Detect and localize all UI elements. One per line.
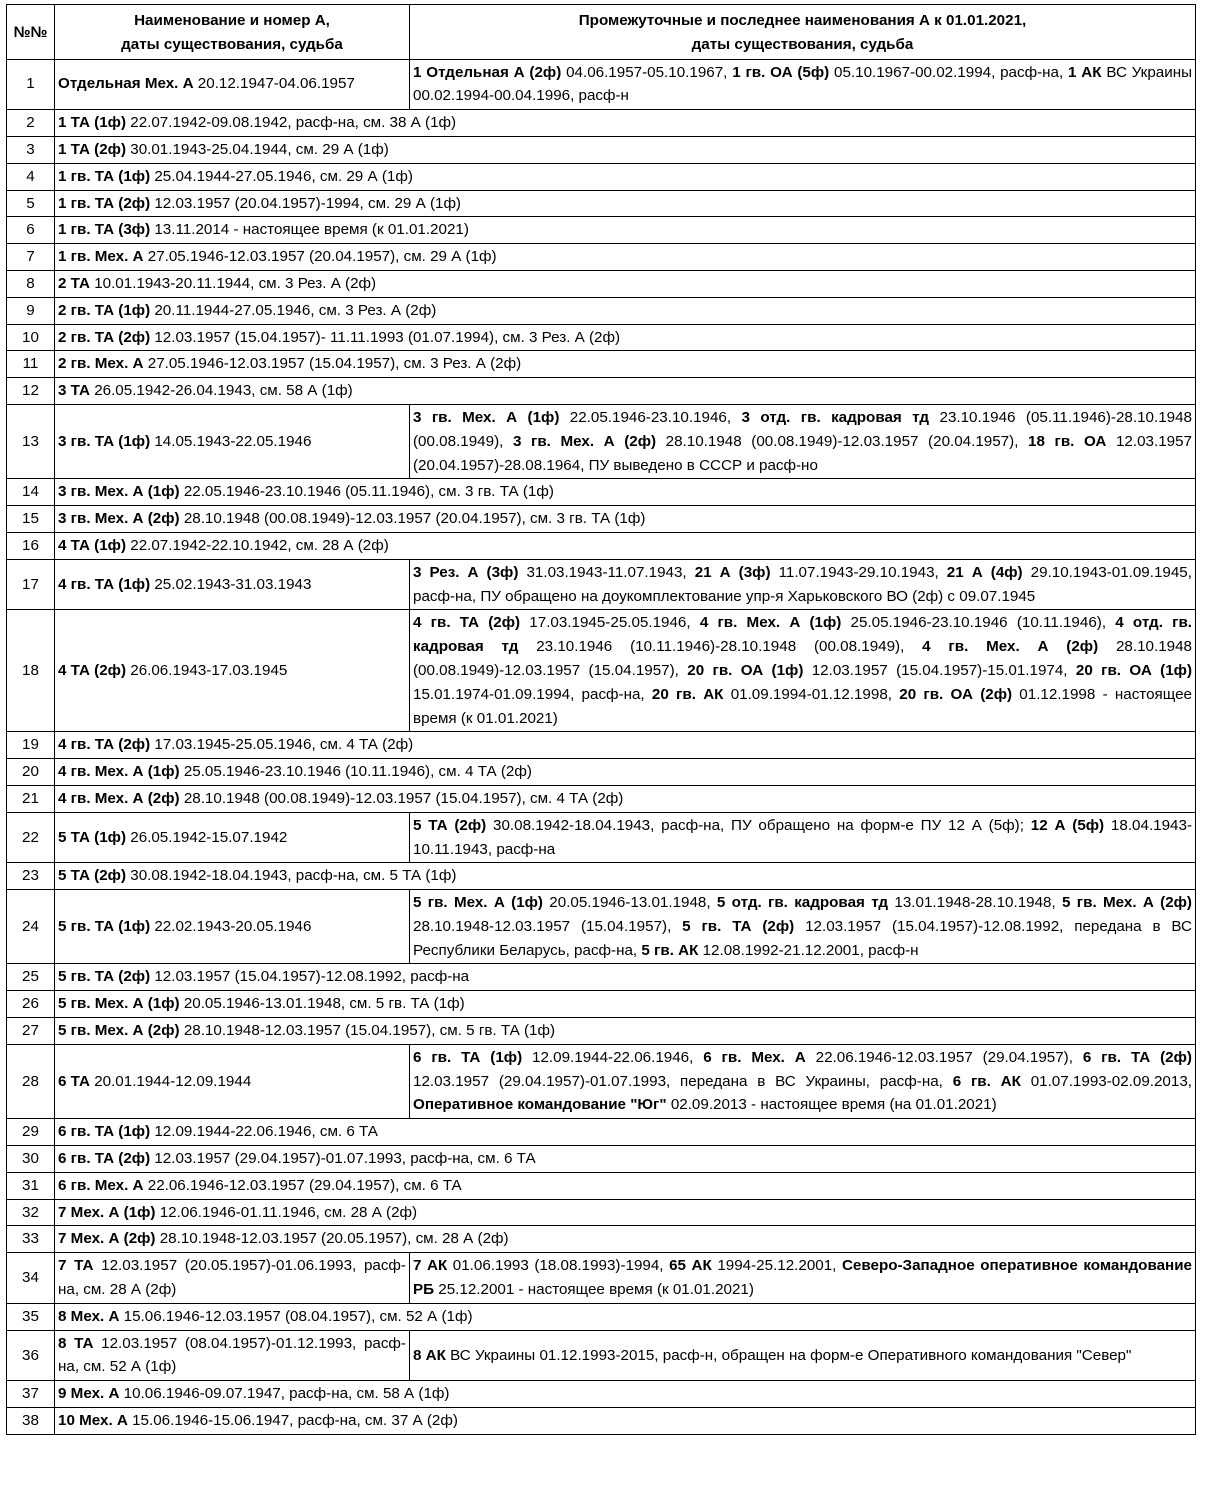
unit-details: 02.09.2013 - настоящее время (на 01.01.2021) bbox=[666, 1096, 997, 1114]
header-number: №№ bbox=[7, 5, 55, 60]
row-fate bbox=[410, 404, 1196, 478]
unit-name: 4 гв. Мех. А (1ф) bbox=[699, 614, 842, 632]
row-number: 11 bbox=[7, 351, 55, 378]
row-entry bbox=[55, 217, 1196, 244]
unit-name: 21 А (4ф) bbox=[946, 563, 1023, 581]
row-number: 18 bbox=[7, 610, 55, 732]
unit-name: Северо-Западное оперативное командование РБ bbox=[413, 1257, 1192, 1299]
row-name bbox=[55, 59, 410, 110]
table-row bbox=[7, 297, 1196, 324]
table-row bbox=[7, 1199, 1196, 1226]
row-number: 23 bbox=[7, 863, 55, 890]
row-number: 13 bbox=[7, 404, 55, 478]
row-entry bbox=[55, 163, 1196, 190]
unit-name: 4 гв. ТА (2ф) bbox=[58, 736, 151, 754]
header-fate-line2: даты существования, судьба bbox=[691, 35, 914, 53]
row-entry bbox=[55, 479, 1196, 506]
table-row bbox=[7, 785, 1196, 812]
row-entry bbox=[55, 785, 1196, 812]
unit-name: 5 гв. Мех. А (2ф) bbox=[1062, 894, 1192, 912]
unit-details: 12.03.1957 (29.04.1957)-01.07.1993, расф-на, см. 6 ТА bbox=[150, 1150, 536, 1168]
header-name-line2: даты существования, судьба bbox=[121, 35, 343, 53]
table-row bbox=[7, 378, 1196, 405]
row-fate bbox=[410, 559, 1196, 610]
unit-details: 13.11.2014 - настоящее время (к 01.01.2021) bbox=[150, 221, 469, 239]
table-row bbox=[7, 479, 1196, 506]
row-number: 10 bbox=[7, 324, 55, 351]
unit-details: 20.05.1946-13.01.1948, см. 5 гв. ТА (1ф) bbox=[179, 995, 465, 1013]
unit-details: 12.08.1992-21.12.2001, расф-н bbox=[698, 941, 919, 959]
unit-details: 18.04.1943-10.11.1943, расф-на bbox=[413, 816, 1193, 858]
unit-details: 23.10.1946 (05.11.1946)-28.10.1948 (00.08.1949), bbox=[413, 408, 1192, 450]
unit-name: 5 ТА (2ф) bbox=[58, 867, 127, 885]
unit-name: 6 гв. Мех. А bbox=[58, 1176, 144, 1194]
row-number: 35 bbox=[7, 1303, 55, 1330]
row-number: 9 bbox=[7, 297, 55, 324]
unit-details: 25.05.1946-23.10.1946 (10.11.1946), см. 4 ТА (2ф) bbox=[179, 763, 532, 781]
row-entry bbox=[55, 532, 1196, 559]
unit-details: 15.06.1946-15.06.1947, расф-на, см. 37 А (2ф) bbox=[127, 1412, 458, 1430]
unit-name: 4 ТА (1ф) bbox=[58, 536, 127, 554]
table-row bbox=[7, 1303, 1196, 1330]
armies-table bbox=[6, 4, 1196, 1435]
unit-name: 5 гв. Мех. А (2ф) bbox=[58, 1022, 180, 1040]
unit-details: 15.06.1946-12.03.1957 (08.04.1957), см. 52 А (1ф) bbox=[119, 1307, 473, 1325]
row-name bbox=[55, 1044, 410, 1118]
row-entry bbox=[55, 991, 1196, 1018]
row-number: 16 bbox=[7, 532, 55, 559]
table-row bbox=[7, 890, 1196, 964]
unit-name: 3 гв. Мех. А (1ф) bbox=[413, 408, 560, 426]
unit-details: 22.05.1946-23.10.1946, bbox=[559, 408, 742, 426]
unit-name: 10 Мех. А bbox=[58, 1412, 128, 1430]
unit-details: 26.06.1943-17.03.1945 bbox=[126, 661, 288, 679]
header-row bbox=[7, 5, 1196, 60]
table-row bbox=[7, 759, 1196, 786]
unit-name: 6 гв. ТА (2ф) bbox=[1082, 1048, 1192, 1066]
unit-name: 5 ТА (2ф) bbox=[413, 816, 487, 834]
row-entry bbox=[55, 1018, 1196, 1045]
unit-name: 2 гв. ТА (2ф) bbox=[58, 328, 151, 346]
unit-name: 1 ТА (1ф) bbox=[58, 114, 127, 132]
row-number: 29 bbox=[7, 1119, 55, 1146]
unit-details: 10.06.1946-09.07.1947, расф-на, см. 58 А (1ф) bbox=[119, 1385, 450, 1403]
row-entry bbox=[55, 270, 1196, 297]
row-entry bbox=[55, 863, 1196, 890]
table-row bbox=[7, 404, 1196, 478]
unit-details: 25.04.1944-27.05.1946, см. 29 А (1ф) bbox=[150, 167, 413, 185]
unit-details: 28.10.1948 (00.08.1949)-12.03.1957 (20.04.1957), см. 3 гв. ТА (1ф) bbox=[179, 510, 646, 528]
row-number: 20 bbox=[7, 759, 55, 786]
unit-name: 20 гв. ОА (1ф) bbox=[1075, 661, 1192, 679]
unit-details: 31.03.1943-11.07.1943, bbox=[518, 563, 695, 581]
unit-details: 22.07.1942-09.08.1942, расф-на, см. 38 А (1ф) bbox=[126, 114, 457, 132]
row-number: 2 bbox=[7, 110, 55, 137]
unit-details: 20.01.1944-12.09.1944 bbox=[89, 1072, 252, 1090]
header-fate-line1: Промежуточные и последнее наименования А к 01.01.2021, bbox=[578, 12, 1027, 29]
table-row bbox=[7, 1381, 1196, 1408]
header-name-line1: Наименование и номер А, bbox=[134, 12, 330, 29]
unit-name: 4 гв. ТА (1ф) bbox=[58, 575, 151, 593]
unit-details: 17.03.1945-25.05.1946, см. 4 ТА (2ф) bbox=[150, 736, 414, 754]
unit-name: 6 гв. Мех. А bbox=[703, 1048, 806, 1066]
table-row bbox=[7, 964, 1196, 991]
table-row bbox=[7, 610, 1196, 732]
unit-details: 13.01.1948-28.10.1948, bbox=[888, 894, 1063, 912]
unit-name: 4 ТА (2ф) bbox=[58, 661, 127, 679]
row-entry bbox=[55, 1199, 1196, 1226]
table-row bbox=[7, 1172, 1196, 1199]
unit-name: 1 гв. Мех. А bbox=[58, 248, 144, 266]
table-row bbox=[7, 991, 1196, 1018]
table-row bbox=[7, 59, 1196, 110]
row-entry bbox=[55, 1226, 1196, 1253]
table-row bbox=[7, 1044, 1196, 1118]
unit-name: 5 гв. ТА (1ф) bbox=[58, 917, 151, 935]
row-number: 17 bbox=[7, 559, 55, 610]
table-row bbox=[7, 244, 1196, 271]
unit-name: 6 гв. ТА (1ф) bbox=[58, 1123, 151, 1141]
table-row bbox=[7, 351, 1196, 378]
unit-details: 12.03.1957 (08.04.1957)-01.12.1993, расф-на, см. 52 А (1ф) bbox=[58, 1334, 406, 1376]
unit-name: 3 ТА bbox=[58, 382, 90, 400]
row-name bbox=[55, 404, 410, 478]
row-entry bbox=[55, 1408, 1196, 1435]
unit-details: 22.06.1946-12.03.1957 (29.04.1957), см. 6 ТА bbox=[143, 1176, 462, 1194]
unit-name: 1 гв. ОА (5ф) bbox=[732, 63, 830, 81]
unit-name: 5 гв. ТА (2ф) bbox=[58, 968, 151, 986]
row-number: 38 bbox=[7, 1408, 55, 1435]
unit-name: 8 Мех. А bbox=[58, 1307, 120, 1325]
unit-details: 22.02.1943-20.05.1946 bbox=[150, 917, 312, 935]
row-number: 28 bbox=[7, 1044, 55, 1118]
unit-details: 05.10.1967-00.02.1994, расф-на, bbox=[829, 63, 1069, 81]
unit-name: 12 А (5ф) bbox=[1030, 816, 1105, 834]
table-row bbox=[7, 1018, 1196, 1045]
unit-details: 04.06.1957-05.10.1967, bbox=[561, 63, 733, 81]
unit-details: 25.02.1943-31.03.1943 bbox=[150, 575, 312, 593]
row-number: 37 bbox=[7, 1381, 55, 1408]
row-entry bbox=[55, 1172, 1196, 1199]
row-number: 7 bbox=[7, 244, 55, 271]
unit-details: 12.03.1957 (15.04.1957)-12.08.1992, передана в ВС Республики Беларусь, расф-на, bbox=[413, 917, 1192, 959]
unit-name: 6 гв. ТА (2ф) bbox=[58, 1150, 151, 1168]
unit-name: 1 Отдельная А (2ф) bbox=[413, 63, 562, 81]
unit-details: 22.05.1946-23.10.1946 (05.11.1946), см. 3 гв. ТА (1ф) bbox=[179, 483, 554, 501]
row-number: 26 bbox=[7, 991, 55, 1018]
unit-name: 1 ТА (2ф) bbox=[58, 140, 127, 158]
row-entry bbox=[55, 244, 1196, 271]
table-row bbox=[7, 1119, 1196, 1146]
table-row bbox=[7, 324, 1196, 351]
unit-details: 28.10.1948-12.03.1957 (15.04.1957), bbox=[413, 917, 683, 935]
unit-name: 7 Мех. А (2ф) bbox=[58, 1230, 156, 1248]
row-name bbox=[55, 559, 410, 610]
row-entry bbox=[55, 1146, 1196, 1173]
unit-details: 14.05.1943-22.05.1946 bbox=[150, 432, 312, 450]
unit-details: 30.08.1942-18.04.1943, расф-на, ПУ обращено на форм-е ПУ 12 А (5ф); bbox=[486, 816, 1031, 834]
unit-name: 2 гв. Мех. А bbox=[58, 355, 144, 373]
table-row bbox=[7, 1146, 1196, 1173]
unit-name: 5 ТА (1ф) bbox=[58, 828, 127, 846]
unit-details: 12.03.1957 (20.04.1957)-1994, см. 29 А (1ф) bbox=[150, 194, 461, 212]
row-number: 24 bbox=[7, 890, 55, 964]
row-fate bbox=[410, 812, 1196, 863]
unit-details: 12.03.1957 (20.05.1957)-01.06.1993, расф-на, см. 28 А (2ф) bbox=[58, 1257, 406, 1299]
row-number: 34 bbox=[7, 1253, 55, 1304]
table-row bbox=[7, 1226, 1196, 1253]
row-entry bbox=[55, 1303, 1196, 1330]
unit-details: 12.09.1944-22.06.1946, bbox=[522, 1048, 704, 1066]
unit-details: 12.09.1944-22.06.1946, см. 6 ТА bbox=[150, 1123, 378, 1141]
row-entry bbox=[55, 732, 1196, 759]
unit-details: 12.03.1957 (15.04.1957)- 11.11.1993 (01.07.1994), см. 3 Рез. А (2ф) bbox=[150, 328, 621, 346]
row-number: 32 bbox=[7, 1199, 55, 1226]
unit-name: 4 отд. гв. кадровая тд bbox=[413, 614, 1192, 656]
unit-name: 7 Мех. А (1ф) bbox=[58, 1203, 156, 1221]
row-number: 6 bbox=[7, 217, 55, 244]
row-entry bbox=[55, 351, 1196, 378]
unit-details: 30.08.1942-18.04.1943, расф-на, см. 5 ТА (1ф) bbox=[126, 867, 457, 885]
unit-details: 15.01.1974-01.09.1994, расф-на, bbox=[413, 685, 652, 703]
header-name bbox=[55, 5, 410, 60]
unit-details: 28.10.1948 (00.08.1949)-12.03.1957 (15.04.1957), см. 4 ТА (2ф) bbox=[179, 789, 624, 807]
row-name bbox=[55, 610, 410, 732]
unit-details: 26.05.1942-26.04.1943, см. 58 А (1ф) bbox=[89, 382, 353, 400]
unit-details: 29.10.1943-01.09.1945, расф-на, ПУ обращено на доукомплектование упр-я Харьковского ВО (2ф) с 09.07.1945 bbox=[413, 563, 1192, 605]
row-fate bbox=[410, 1330, 1196, 1381]
unit-details: 20.11.1944-27.05.1946, см. 3 Рез. А (2ф) bbox=[150, 301, 437, 319]
row-entry bbox=[55, 324, 1196, 351]
row-fate bbox=[410, 610, 1196, 732]
row-number: 30 bbox=[7, 1146, 55, 1173]
header-fate bbox=[410, 5, 1196, 60]
unit-details: 26.05.1942-15.07.1942 bbox=[126, 828, 288, 846]
unit-details: 30.01.1943-25.04.1944, см. 29 А (1ф) bbox=[126, 140, 389, 158]
unit-name: 2 гв. ТА (1ф) bbox=[58, 301, 151, 319]
unit-name: 5 гв. Мех. А (1ф) bbox=[413, 894, 543, 912]
unit-details: 28.10.1948 (00.08.1949)-12.03.1957 (20.04.1957), bbox=[656, 432, 1029, 450]
table-row bbox=[7, 190, 1196, 217]
row-entry bbox=[55, 1381, 1196, 1408]
row-number: 27 bbox=[7, 1018, 55, 1045]
row-entry bbox=[55, 1119, 1196, 1146]
unit-details: 10.01.1943-20.11.1944, см. 3 Рез. А (2ф) bbox=[89, 274, 377, 292]
row-number: 22 bbox=[7, 812, 55, 863]
unit-details: 01.06.1993 (18.08.1993)-1994, bbox=[447, 1257, 670, 1275]
row-entry bbox=[55, 506, 1196, 533]
unit-name: 3 отд. гв. кадровая тд bbox=[741, 408, 930, 426]
unit-name: 8 АК bbox=[413, 1346, 446, 1364]
unit-name: 7 АК bbox=[413, 1257, 448, 1275]
unit-details: 01.09.1994-01.12.1998, bbox=[723, 685, 900, 703]
unit-name: 21 А (3ф) bbox=[694, 563, 771, 581]
row-number: 15 bbox=[7, 506, 55, 533]
row-entry bbox=[55, 378, 1196, 405]
unit-details: 22.07.1942-22.10.1942, см. 28 А (2ф) bbox=[126, 536, 389, 554]
unit-name: 4 гв. Мех. А (2ф) bbox=[922, 638, 1099, 656]
unit-name: 5 отд. гв. кадровая тд bbox=[716, 894, 889, 912]
row-entry bbox=[55, 110, 1196, 137]
unit-name: 3 гв. Мех. А (2ф) bbox=[512, 432, 657, 450]
table-row bbox=[7, 110, 1196, 137]
unit-details: 12.03.1957 (20.04.1957)-28.08.1964, ПУ выведено в СССР и расф-но bbox=[413, 432, 1192, 474]
unit-details: 12.03.1957 (15.04.1957)-15.01.1974, bbox=[803, 661, 1076, 679]
unit-name: 1 гв. ТА (2ф) bbox=[58, 194, 151, 212]
unit-details: ВС Украины 00.02.1994-00.04.1996, расф-н bbox=[413, 63, 1193, 105]
unit-details: 20.05.1946-13.01.1948, bbox=[542, 894, 717, 912]
row-fate bbox=[410, 1253, 1196, 1304]
unit-details: 1994-25.12.2001, bbox=[711, 1257, 842, 1275]
row-entry bbox=[55, 136, 1196, 163]
unit-name: 20 гв. ОА (2ф) bbox=[899, 685, 1013, 703]
row-number: 21 bbox=[7, 785, 55, 812]
unit-name: 3 Рез. А (3ф) bbox=[413, 563, 519, 581]
row-fate bbox=[410, 1044, 1196, 1118]
unit-name: 3 гв. Мех. А (2ф) bbox=[58, 510, 180, 528]
unit-name: 4 гв. Мех. А (1ф) bbox=[58, 763, 180, 781]
row-number: 5 bbox=[7, 190, 55, 217]
unit-name: 5 гв. Мех. А (1ф) bbox=[58, 995, 180, 1013]
unit-details: 23.10.1946 (10.11.1946)-28.10.1948 (00.08.1949), bbox=[518, 638, 923, 656]
unit-name: 5 гв. ТА (2ф) bbox=[682, 917, 795, 935]
table-row bbox=[7, 732, 1196, 759]
unit-name: 4 гв. ТА (2ф) bbox=[413, 614, 521, 632]
table-row bbox=[7, 136, 1196, 163]
unit-name: 6 ТА bbox=[58, 1072, 90, 1090]
table-row bbox=[7, 1408, 1196, 1435]
row-number: 31 bbox=[7, 1172, 55, 1199]
unit-details: ВС Украины 01.12.1993-2015, расф-н, обращен на форм-е Оперативного командования "Север" bbox=[445, 1346, 1132, 1364]
unit-details: 28.10.1948 (00.08.1949)-12.03.1957 (15.04.1957), bbox=[413, 638, 1192, 679]
table-row bbox=[7, 812, 1196, 863]
unit-name: 3 гв. Мех. А (1ф) bbox=[58, 483, 180, 501]
row-entry bbox=[55, 759, 1196, 786]
row-number: 14 bbox=[7, 479, 55, 506]
table-row bbox=[7, 1330, 1196, 1381]
row-name bbox=[55, 890, 410, 964]
unit-details: 27.05.1946-12.03.1957 (15.04.1957), см. 3 Рез. А (2ф) bbox=[143, 355, 522, 373]
unit-details: 27.05.1946-12.03.1957 (20.04.1957), см. 29 А (1ф) bbox=[143, 248, 497, 266]
table-row bbox=[7, 217, 1196, 244]
row-name bbox=[55, 1253, 410, 1304]
unit-name: 7 ТА bbox=[58, 1257, 94, 1275]
row-number: 25 bbox=[7, 964, 55, 991]
table-row bbox=[7, 532, 1196, 559]
row-number: 19 bbox=[7, 732, 55, 759]
unit-details: 22.06.1946-12.03.1957 (29.04.1957), bbox=[805, 1048, 1083, 1066]
unit-details: 01.07.1993-02.09.2013, bbox=[1020, 1072, 1192, 1090]
unit-name: 65 АК bbox=[669, 1257, 712, 1275]
table-row bbox=[7, 559, 1196, 610]
unit-details: 12.03.1957 (29.04.1957)-01.07.1993, передана в ВС Украины, расф-на, bbox=[413, 1072, 953, 1090]
row-name bbox=[55, 812, 410, 863]
unit-name: 5 гв. АК bbox=[641, 941, 699, 959]
unit-details: 11.07.1943-29.10.1943, bbox=[770, 563, 947, 581]
table-row bbox=[7, 1253, 1196, 1304]
table-header bbox=[7, 5, 1196, 60]
unit-name: 1 гв. ТА (3ф) bbox=[58, 221, 151, 239]
table-row bbox=[7, 270, 1196, 297]
row-number: 33 bbox=[7, 1226, 55, 1253]
row-name bbox=[55, 1330, 410, 1381]
unit-details: 20.12.1947-04.06.1957 bbox=[193, 75, 355, 93]
unit-details: 12.03.1957 (15.04.1957)-12.08.1992, расф-на bbox=[150, 968, 470, 986]
row-number: 8 bbox=[7, 270, 55, 297]
unit-details: 25.05.1946-23.10.1946 (10.11.1946), bbox=[841, 614, 1116, 632]
table-row bbox=[7, 163, 1196, 190]
unit-name: 6 гв. АК bbox=[952, 1072, 1021, 1090]
unit-name: 20 гв. АК bbox=[651, 685, 724, 703]
unit-details: 28.10.1948-12.03.1957 (20.05.1957), см. 28 А (2ф) bbox=[155, 1230, 509, 1248]
unit-name: 18 гв. ОА bbox=[1028, 432, 1107, 450]
row-entry bbox=[55, 190, 1196, 217]
unit-details: 25.12.2001 - настоящее время (к 01.01.2021) bbox=[434, 1281, 754, 1299]
row-entry bbox=[55, 964, 1196, 991]
unit-name: Оперативное командование "Юг" bbox=[413, 1096, 667, 1114]
table-row bbox=[7, 506, 1196, 533]
table-row bbox=[7, 863, 1196, 890]
unit-details: 17.03.1945-25.05.1946, bbox=[520, 614, 700, 632]
row-entry bbox=[55, 297, 1196, 324]
unit-name: 8 ТА bbox=[58, 1334, 94, 1352]
row-number: 12 bbox=[7, 378, 55, 405]
unit-name: 1 АК bbox=[1068, 63, 1102, 81]
unit-details: 28.10.1948-12.03.1957 (15.04.1957), см. 5 гв. ТА (1ф) bbox=[179, 1022, 556, 1040]
unit-name: 20 гв. ОА (1ф) bbox=[687, 661, 804, 679]
table-body bbox=[7, 59, 1196, 1434]
unit-name: 9 Мех. А bbox=[58, 1385, 120, 1403]
unit-name: 1 гв. ТА (1ф) bbox=[58, 167, 151, 185]
unit-details: 01.12.1998 - настоящее время (к 01.01.2021) bbox=[413, 685, 1192, 727]
row-number: 36 bbox=[7, 1330, 55, 1381]
unit-name: 2 ТА bbox=[58, 274, 90, 292]
row-number: 4 bbox=[7, 163, 55, 190]
unit-details: 12.06.1946-01.11.1946, см. 28 А (2ф) bbox=[155, 1203, 418, 1221]
unit-name: 6 гв. ТА (1ф) bbox=[413, 1048, 523, 1066]
unit-name: Отдельная Мех. А bbox=[58, 75, 194, 93]
row-fate bbox=[410, 890, 1196, 964]
unit-name: 4 гв. Мех. А (2ф) bbox=[58, 789, 180, 807]
row-number: 3 bbox=[7, 136, 55, 163]
unit-name: 3 гв. ТА (1ф) bbox=[58, 432, 151, 450]
row-fate bbox=[410, 59, 1196, 110]
row-number: 1 bbox=[7, 59, 55, 110]
